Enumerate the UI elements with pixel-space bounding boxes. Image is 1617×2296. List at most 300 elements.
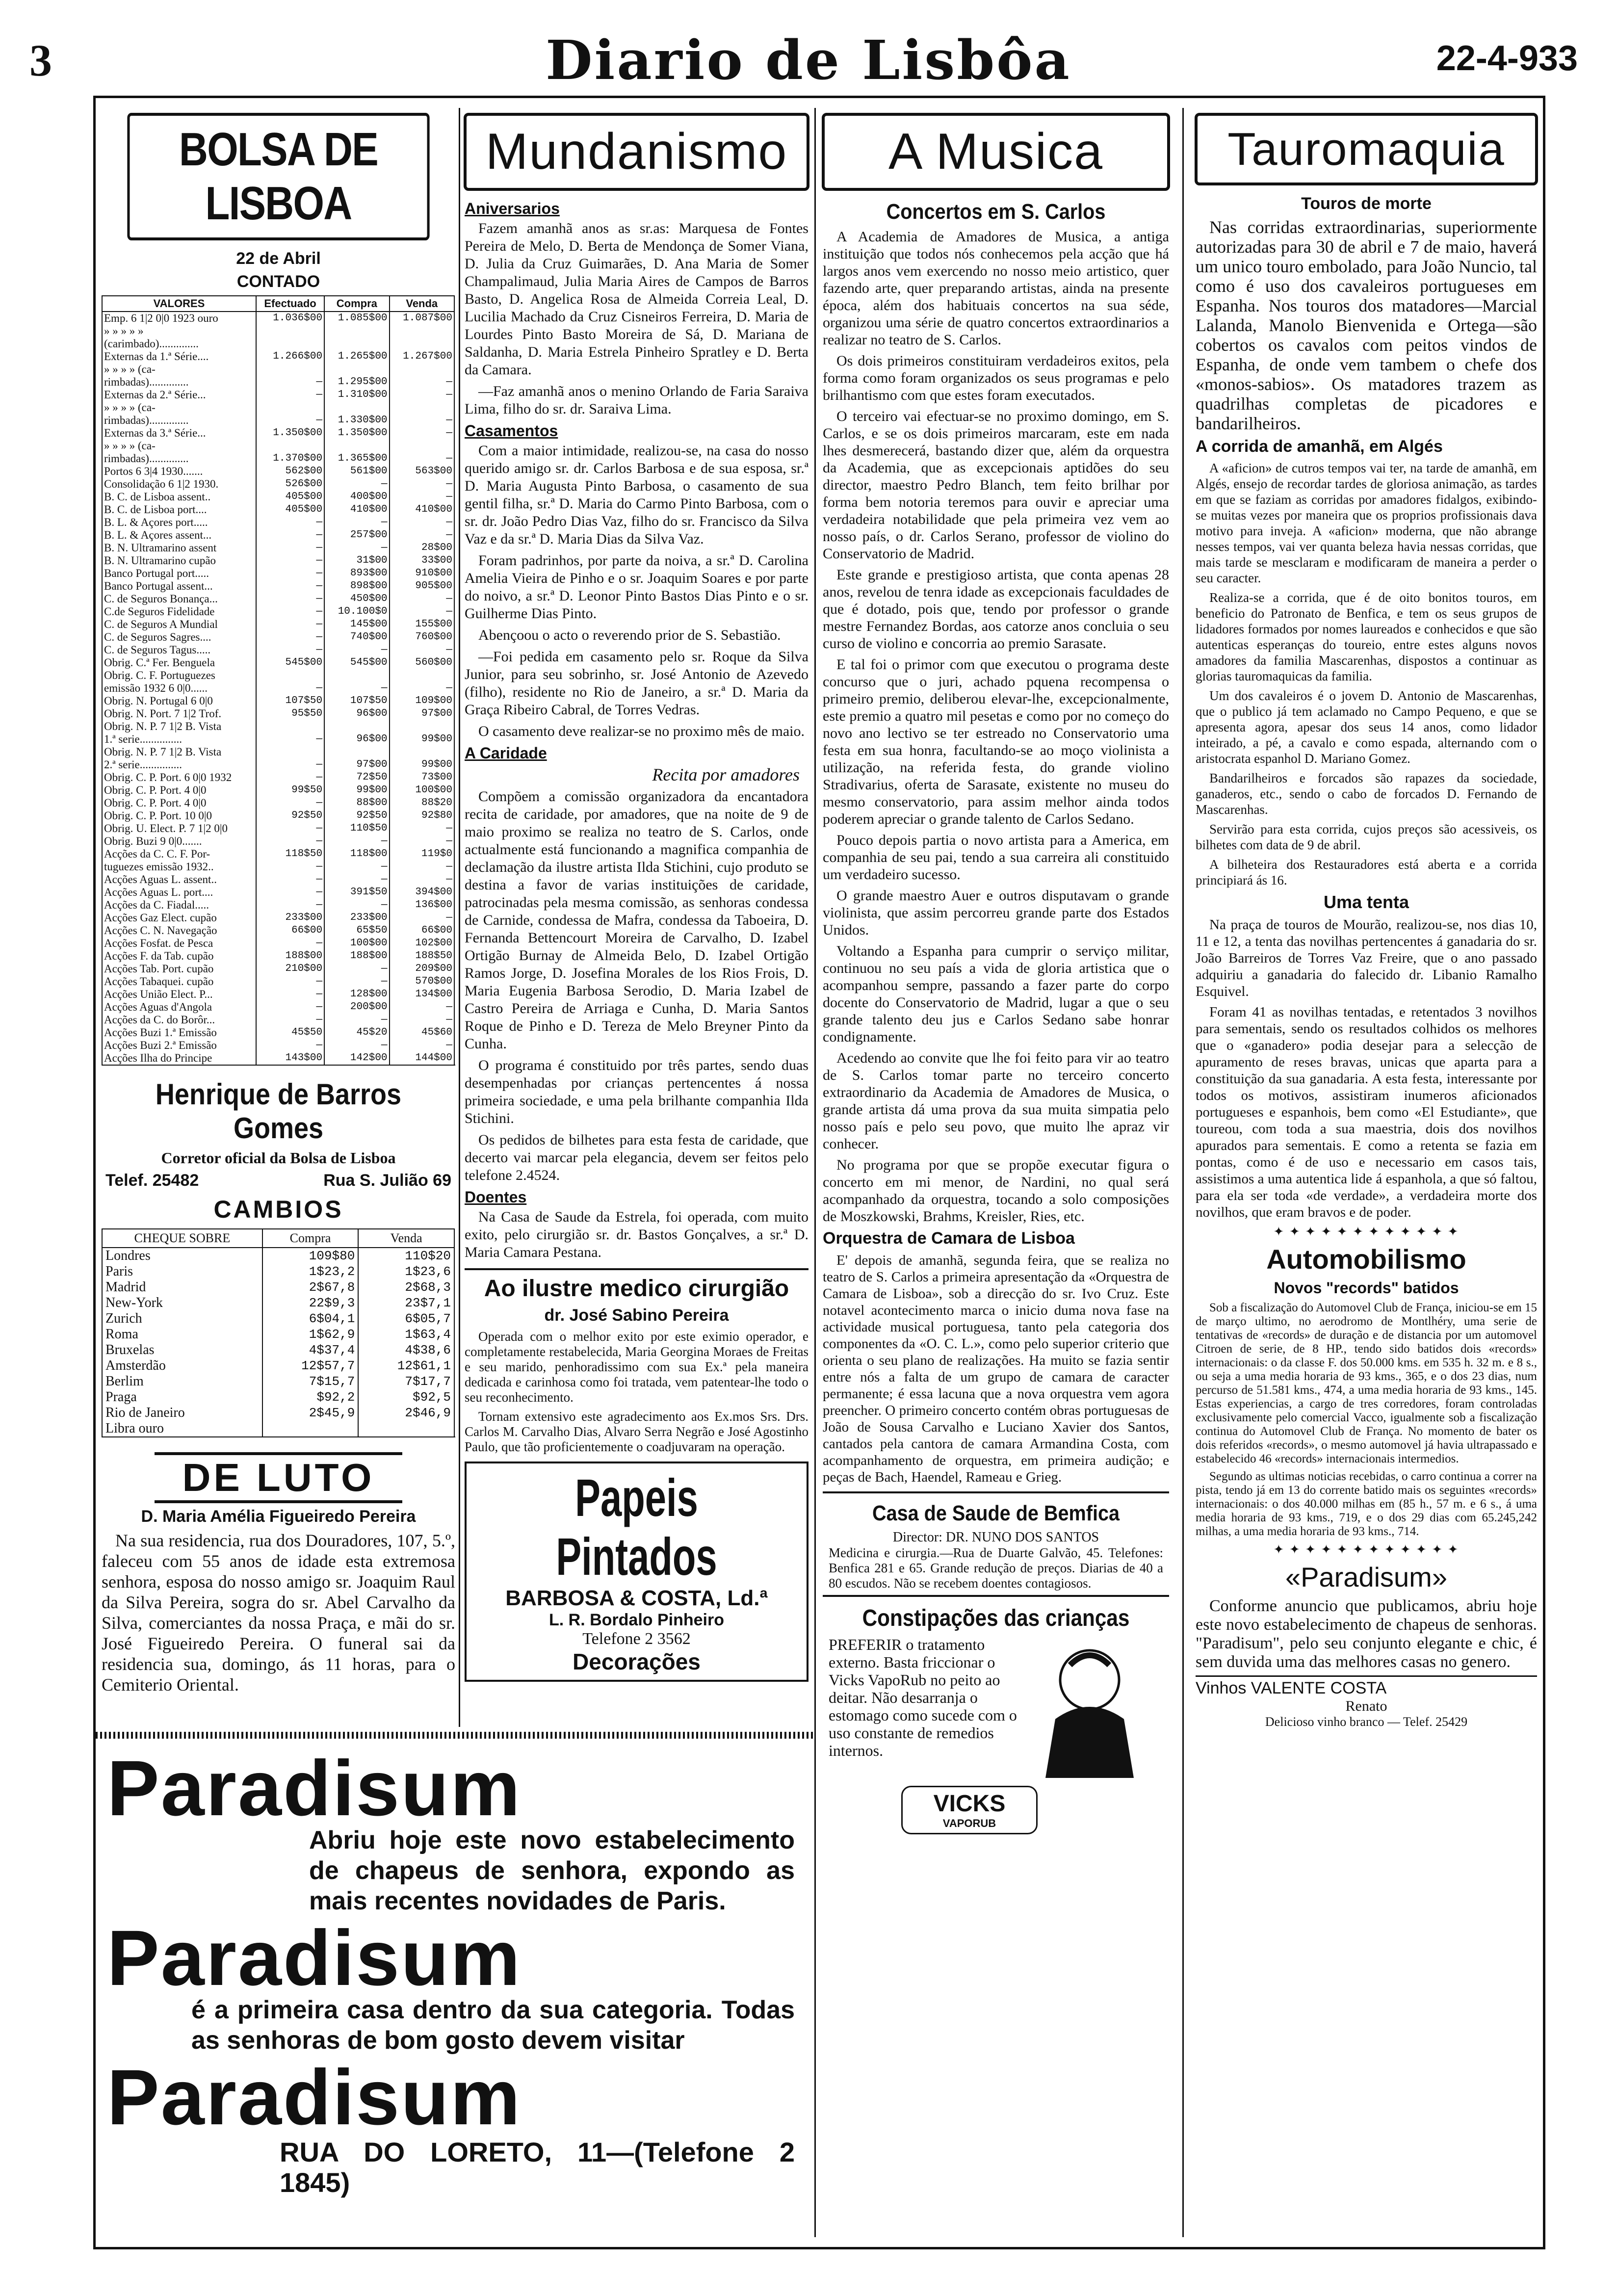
table-row — [102, 937, 454, 950]
price-cell: — — [256, 1001, 324, 1014]
currency-name: Libra ouro — [102, 1421, 262, 1436]
price-cell: 95$50 — [256, 707, 324, 720]
table-row — [102, 618, 454, 631]
rate-cell — [262, 1421, 359, 1436]
broker-name: Henrique de Barros Gomes — [155, 1078, 402, 1145]
price-cell: 72$50 — [324, 771, 389, 784]
security-name: Acções da C. Fiadal..... — [102, 899, 256, 912]
price-cell: 92$80 — [390, 809, 454, 822]
article-paragraph: Um dos cavaleiros é o jovem D. Antonio de Mascarenhas, que o publico já tem aclamado no Campo Pequeno, e que se apresenta agora, apesar dos seus 14 anos, como lidador inteirado, a pé, a cavalo e como espada, alternando com o aristocrata espanhol D. Mariano Gomez. — [1196, 688, 1537, 766]
security-name: C.de Seguros Fidelidade — [102, 605, 256, 618]
price-cell: — — [256, 389, 324, 401]
security-name: 2.ª serie............... — [102, 758, 256, 771]
price-cell — [256, 325, 324, 338]
price-cell: — — [256, 873, 324, 886]
security-name: tuguezes emissão 1932.. — [102, 861, 256, 873]
price-cell: — — [324, 963, 389, 975]
price-cell: — — [256, 376, 324, 389]
table-row — [102, 465, 454, 478]
table-row — [102, 312, 454, 325]
price-cell: 405$00 — [256, 491, 324, 503]
automobilismo-text-2: Segundo as ultimas noticias recebidas, o carro continua a correr na pista, tendo já em 13 do corrente batido mais os seguintes «records» internacionais: o dos 40.000 milhas em (85 h., 57 m. e 6 s., á uma media horaria de 93 kms., 719, e o dos 29 dias com 65.245,242 milhas, a uma media horaria de 93 kms., 714. — [1196, 1470, 1537, 1538]
casamentos-text-5: O casamento deve realizar-se no proximo mês de maio. — [478, 723, 805, 739]
price-cell: 570$00 — [390, 975, 454, 988]
column-header: Compra — [324, 296, 389, 312]
table-row — [102, 912, 454, 924]
newspaper-title: Diario de Lisbôa — [546, 28, 1071, 92]
table-row — [102, 950, 454, 963]
table-row — [102, 338, 454, 350]
rate-cell: $92,2 — [262, 1389, 359, 1405]
table-row — [102, 1405, 454, 1421]
price-cell: — — [390, 427, 454, 440]
price-cell: 118$50 — [256, 848, 324, 861]
price-cell: — — [256, 835, 324, 848]
luto-name: D. Maria Amélia Figueiredo Pereira — [141, 1507, 416, 1526]
price-cell: — — [256, 733, 324, 746]
casa-saude-director: Director: DR. NUNO DOS SANTOS — [892, 1530, 1099, 1545]
article-paragraph: Pouco depois partia o novo artista para a America, em companhia de seu pai, tendo a sua carreira ali constituido um verdadeiro sucesso. — [823, 832, 1169, 883]
security-name: Obrig. U. Elect. P. 7 1|2 0|0 — [102, 822, 256, 835]
security-name: Acções União Elect. P... — [102, 988, 256, 1001]
price-cell: — — [390, 1039, 454, 1052]
broker-phone: Telef. 25482 — [105, 1171, 199, 1190]
rate-cell: 1$23,6 — [358, 1264, 454, 1279]
rate-cell: 7$15,7 — [262, 1374, 359, 1389]
price-cell: — — [390, 605, 454, 618]
table-row — [102, 784, 454, 797]
orquestra-title: Orquestra de Camara de Lisboa — [823, 1229, 1075, 1248]
rate-cell: 4$37,4 — [262, 1342, 359, 1358]
price-cell: — — [324, 899, 389, 912]
table-row — [102, 797, 454, 809]
price-cell: 45$60 — [390, 1026, 454, 1039]
paradisum-text-2: é a primeira casa dentro da sua categoria. Todas as senhoras de bom gosto devem visitar — [191, 1996, 795, 2055]
price-cell: 545$00 — [256, 656, 324, 669]
doentes-title: Doentes — [465, 1188, 527, 1206]
price-cell: 96$00 — [324, 733, 389, 746]
table-row — [102, 440, 454, 452]
table-row — [102, 1026, 454, 1039]
price-cell: 66$00 — [256, 924, 324, 937]
price-cell: — — [390, 1014, 454, 1026]
vicks-logo-sub: VAPORUB — [942, 1817, 996, 1829]
cambios-table — [102, 1228, 455, 1436]
security-name: rimbadas).............. — [102, 414, 256, 427]
rate-cell: 4$38,6 — [358, 1342, 454, 1358]
rate-cell: 6$04,1 — [262, 1311, 359, 1327]
price-cell: — — [324, 873, 389, 886]
paradisum-word-3: Paradisum — [107, 2053, 522, 2141]
price-cell: 99$00 — [390, 758, 454, 771]
price-cell: — — [324, 478, 389, 491]
security-name: Obrig. Buzi 9 0|0....... — [102, 835, 256, 848]
casa-saude-heading: Casa de Saude de Bemfica — [872, 1501, 1120, 1525]
price-cell: 1.350$00 — [324, 427, 389, 440]
papeis-pintados-ad — [465, 1461, 808, 1682]
bolsa-heading: BOLSA DE LISBOA — [127, 113, 429, 240]
table-row — [102, 516, 454, 529]
price-cell: 1.330$00 — [324, 414, 389, 427]
currency-name: Londres — [102, 1248, 262, 1264]
price-cell: 100$00 — [324, 937, 389, 950]
paradisum-text-1: Abriu hoje este novo estabelecimento de chapeus de senhora, expondo as mais recentes novidades de Paris. — [309, 1826, 795, 1915]
price-cell: 136$00 — [390, 899, 454, 912]
concertos-title: Concertos em S. Carlos — [886, 200, 1106, 224]
price-cell: — — [390, 682, 454, 695]
table-row — [102, 707, 454, 720]
currency-name: Amsterdão — [102, 1358, 262, 1374]
price-cell: 1.265$00 — [324, 350, 389, 363]
price-cell: 562$00 — [256, 465, 324, 478]
table-row — [102, 542, 454, 554]
price-cell: — — [256, 580, 324, 593]
table-row — [102, 873, 454, 886]
security-name: Obrig. C. P. Port. 10 0|0 — [102, 809, 256, 822]
price-cell: 109$00 — [390, 695, 454, 707]
price-cell: — — [256, 529, 324, 542]
article-paragraph: E tal foi o primor com que executou o programa deste concurso que o juri, achado pquena recompensa o primeiro premio, deliberou elevar-lhe, excepcionalmente, este premio a quatro mil pesetas e como por no começo do novo ano lectivo se ter estreado no Conservatorio uma festa em sua honra, facultando-se ao moço violinista a utilização, na referida festa, do grande violino Stradivarius, oferta de Sarasate, existente no museu do mesmo conservatorio, para assim melhor ainda todos poderem apreciar o grande talento de Carlos Sedano. — [823, 656, 1169, 827]
touros-text: Nas corridas extraordinarias, superiormente autorizadas para 30 de abril e 7 de maio, haverá um unico touro embolado, para João Nuncio, tal como é uso dos cavaleiros portugueses em Espanha. Nos touros dos matadores—Marcial Lalanda, Manolo Bienvenida e Ortega—são cobertos os cavalos com peitos vindos de Espanha, de onde vem tambem o chefe dos «monos-sabios». Os matadores trazem as quadrilhas completas de picadores e bandarilheiros. — [1196, 217, 1537, 433]
table-row — [102, 1311, 454, 1327]
price-cell: — — [256, 1014, 324, 1026]
price-cell: 188$00 — [324, 950, 389, 963]
article-paragraph: No programa por que se propõe executar figura o concerto em mi menor, de Nardini, no qual será acompanhado da orquestra, tocando a solo composições de Moszkowski, Brahms, Kreisler, Ries, etc. — [823, 1157, 1169, 1225]
price-cell: — — [324, 542, 389, 554]
aniversarios-title: Aniversarios — [465, 200, 560, 217]
price-cell: — — [256, 682, 324, 695]
column-header: Venda — [390, 296, 454, 312]
price-cell — [256, 338, 324, 350]
security-name: emissão 1932 6 0|0...... — [102, 682, 256, 695]
caridade-text: Compõem a comissão organizadora da encantadora recita de caridade, por amadores, que na noite de 9 de maio proximo se realiza no teatro de S. Carlos, onde actualmente está funcionando a magnifica companhia de declamação da ilustre artista Ilda Stichini, cujo produto se destina a favor de varias instituições de caridade, patrocinadas pela mesma comissão, as senhoras condessa de Carnide, condessa de Mafra, condessa da Taboeira, D. Fernanda Bettencourt Moreira de Carvalho, D. Izabel Ortigão Burnay de Almeida Belo, D. Izabel Ortigão Ramos Jorge, D. Josefina Morales de los Rios Frois, D. Maria Eugenia Barbosa Serodio, D. Maria Izabel de Castro Pereira de Arriaga e Cunha, D. Maria Santos Roque de Pinho e D. Tereza de Melo Breyner Pinto da Cunha. — [465, 788, 808, 1052]
tauromaquia-heading: Tauromaquia — [1195, 113, 1538, 185]
bolsa-column — [96, 113, 461, 1742]
paradisum-address: RUA DO LORETO, 11—(Telefone 2 1845) — [280, 2137, 795, 2198]
medico-text: Operada com o melhor exito por este eximio operador, e completamente restabelecida, Maria Georgina Moraes de Freitas e seu marido, penhoradissimo com sua Ex.ª pela maneira dedicada e carinhosa como foi tratada, vem patentear-lhe todo o seu reconhecimento. — [465, 1329, 808, 1405]
vinhos-line-1: Vinhos VALENTE COSTA — [1196, 1679, 1387, 1697]
table-row — [102, 656, 454, 669]
automobilismo-text: Sob a fiscalização do Automovel Club de França, iniciou-se em 15 de março ultimo, no aerodromo de Montlhéry, uma serie de tentativas de «records» de duração e de distancia por um automovel Citroen de serie, de 8 HP., tendo sido batidos dois «records» internacionais: o da classe F. dos 50.000 kms. em 535 h. 32 m. e 8 s., ou seja a uma media horaria de 93 kms., 365, e o dos 23 dias, num percurso de 51.581 kms., 474, a uma media horaria de 93 kms., 145. Estas experiencias, a cargo de tres corredores, foram controladas exclusivamente pelo comercial Vacco, igualmente sob a fiscalização continua do Automovel Club de França. No momento de bater os dois referidos «records», o mesmo automovel já havia ultrapassado e estabelecido 46 «records» internacionais intermedios. — [1196, 1301, 1537, 1465]
doentes-text: Na Casa de Saude da Estrela, foi operada, com muito exito, pelo cirurgião sr. dr. Bastos Gonçalves, a sr.ª D. Maria Camara Pestana. — [465, 1209, 808, 1260]
mundanismo-column — [459, 113, 814, 1742]
security-name: Obrig. N. Portugal 6 0|0 — [102, 695, 256, 707]
price-cell: 561$00 — [324, 465, 389, 478]
price-cell: 563$00 — [390, 465, 454, 478]
rate-cell — [358, 1421, 454, 1436]
price-cell: — — [256, 822, 324, 835]
price-cell: 257$00 — [324, 529, 389, 542]
price-cell: 143$00 — [256, 1052, 324, 1065]
table-row — [102, 835, 454, 848]
price-cell — [390, 669, 454, 682]
price-cell: 65$50 — [324, 924, 389, 937]
casamentos-text-4: —Foi pedida em casamento pelo sr. Roque da Silva Junior, para seu sobrinho, sr. José Antonio de Azevedo (filho), residente no Rio de Janeiro, a sr.ª D. Maria da Graça Ribeiro Cabral, de Torres Vedras. — [465, 649, 808, 718]
table-row — [102, 644, 454, 656]
article-paragraph: Servirão para esta corrida, cujos preços são acessiveis, os bilhetes com data de 9 de abril. — [1196, 822, 1537, 852]
table-row — [102, 695, 454, 707]
price-cell: — — [324, 516, 389, 529]
price-cell: 99$50 — [256, 784, 324, 797]
rate-cell: 2$46,9 — [358, 1405, 454, 1421]
security-name: Banco Portugal port..... — [102, 567, 256, 580]
issue-date: 22-4-933 — [1436, 39, 1578, 78]
security-name: Acções Fosfat. de Pesca — [102, 937, 256, 950]
security-name: » » » » (ca- — [102, 363, 256, 376]
price-cell — [390, 746, 454, 758]
price-cell — [256, 720, 324, 733]
price-cell: — — [256, 771, 324, 784]
table-row — [102, 1264, 454, 1279]
table-row — [102, 593, 454, 605]
price-cell — [256, 669, 324, 682]
price-cell: — — [324, 644, 389, 656]
table-row — [102, 720, 454, 733]
price-cell: 910$00 — [390, 567, 454, 580]
price-cell: 155$00 — [390, 618, 454, 631]
table-row — [102, 503, 454, 516]
price-cell: 45$20 — [324, 1026, 389, 1039]
table-row — [102, 631, 454, 644]
tauromaquia-column — [1190, 113, 1543, 2237]
broker-address: Rua S. Julião 69 — [323, 1171, 451, 1190]
price-cell: 560$00 — [390, 656, 454, 669]
price-cell: 97$00 — [390, 707, 454, 720]
price-cell: — — [324, 682, 389, 695]
medico-heading: Ao ilustre medico cirurgião — [465, 1268, 808, 1302]
security-name: Acções da C. do Borôr... — [102, 1014, 256, 1026]
price-cell: 110$50 — [324, 822, 389, 835]
article-paragraph: O terceiro vai efectuar-se no proximo domingo, em S. Carlos, e se os dois primeiros marcaram, este em nada lhes desmerecerá, bastando dizer que, além da orquestra da Academia, que as excepcionais aptidões do seu director, maestro Pedro Blanch, tem feito brilhar por forma bem notoria teremos para ouvir e apreciar uma verdadeira notabilidade que pela primeira vez vem ao nosso país, o dr. Carlos Serano, professor de violino do Conservatorio de Madrid. — [823, 408, 1169, 562]
security-name: Consolidação 6 1|2 1930. — [102, 478, 256, 491]
rate-cell: 2$45,9 — [262, 1405, 359, 1421]
table-row — [102, 1374, 454, 1389]
price-cell — [324, 363, 389, 376]
price-cell: — — [256, 516, 324, 529]
security-name: Obrig. C.ª Fer. Benguela — [102, 656, 256, 669]
price-cell: 10.100$0 — [324, 605, 389, 618]
price-cell: 405$00 — [256, 503, 324, 516]
security-name: C. de Seguros A Mundial — [102, 618, 256, 631]
medico-name: dr. José Sabino Pereira — [544, 1306, 729, 1325]
rate-cell: 110$20 — [358, 1248, 454, 1264]
price-cell: — — [324, 1039, 389, 1052]
price-cell: — — [390, 822, 454, 835]
price-cell: — — [324, 835, 389, 848]
table-row — [102, 848, 454, 861]
price-cell — [390, 325, 454, 338]
security-name: Obrig. C. P. Port. 4 0|0 — [102, 784, 256, 797]
price-cell: 545$00 — [324, 656, 389, 669]
table-row — [102, 682, 454, 695]
column-header: Compra — [262, 1229, 359, 1248]
price-cell: — — [390, 861, 454, 873]
price-cell: — — [390, 644, 454, 656]
security-name: Obrig. N. P. 7 1|2 B. Vista — [102, 720, 256, 733]
price-cell: 200$00 — [324, 1001, 389, 1014]
price-cell: — — [390, 1001, 454, 1014]
paradisum-word-1: Paradisum — [107, 1744, 522, 1832]
price-cell: 400$00 — [324, 491, 389, 503]
mundanismo-heading: Mundanismo — [464, 113, 809, 191]
broker-subtitle: Corretor oficial da Bolsa de Lisboa — [161, 1149, 396, 1167]
price-cell: 893$00 — [324, 567, 389, 580]
price-cell: — — [256, 414, 324, 427]
price-cell: — — [390, 478, 454, 491]
price-cell: — — [390, 389, 454, 401]
table-row — [102, 1279, 454, 1295]
child-illustration-icon — [1026, 1636, 1153, 1783]
table-row — [102, 1358, 454, 1374]
price-cell: — — [256, 937, 324, 950]
currency-name: Madrid — [102, 1279, 262, 1295]
security-name: (carimbado).............. — [102, 338, 256, 350]
price-cell: — — [256, 797, 324, 809]
table-row — [102, 822, 454, 835]
price-cell: 210$00 — [256, 963, 324, 975]
security-name: Acções da C. C. F. Por- — [102, 848, 256, 861]
table-row — [102, 1342, 454, 1358]
price-cell: 1.087$00 — [390, 312, 454, 325]
table-row — [102, 1248, 454, 1264]
rate-cell: 22$9,3 — [262, 1295, 359, 1311]
price-cell: 134$00 — [390, 988, 454, 1001]
article-paragraph: E' depois de amanhã, segunda feira, que se realiza no teatro de S. Carlos a primeira apresentação da «Orquestra de Camara de Lisboa», sob a direcção do sr. Ivo Cruz. Este notavel acontecimento marca o inicio duma nova fase na actividade musical portuguesa, tanto pela categoria dos componentes da «O. C. L.», como pelo superior criterio que orienta o seu plano de realizações. Ha muito se fazia sentir entre nós a falta de um grupo de camara de caracter permanente; é essa lacuna que a nova orquestra vem agora preencher. O primeiro concerto contém obras portuguesas de João de Sousa Carvalho e Luciano Xavier dos Santos, cantados pela cantora de camara Armandina Costa, com acompanhamento de orquestra, em primeira audição; e peças de Bach, Haendel, Rameau e Grieg. — [823, 1252, 1169, 1485]
table-row — [102, 401, 454, 414]
vinhos-line-3: Delicioso vinho branco — Telef. 25429 — [1265, 1715, 1468, 1729]
price-cell — [256, 746, 324, 758]
table-row — [102, 580, 454, 593]
security-name: Obrig. C. P. Port. 6 0|0 1932 — [102, 771, 256, 784]
price-cell: 33$00 — [390, 554, 454, 567]
bolsa-table — [102, 295, 455, 1065]
paradisum-word-2: Paradisum — [107, 1914, 522, 2002]
price-cell: — — [256, 886, 324, 899]
casamentos-text-3: Abençoou o acto o reverendo prior de S. Sebastião. — [478, 627, 781, 643]
luto-heading: DE LUTO — [155, 1452, 402, 1503]
article-paragraph: Voltando a Espanha para cumprir o serviço militar, continuou no seu país a vida de gloria artistica que o acompanhou sempre, passando a fazer parte do corpo docente do Conservatorio de Madrid, lugar a que o seu grande talento deu jus e Carlos Sedano sabe honrar condignamente. — [823, 943, 1169, 1045]
price-cell: 1.036$00 — [256, 312, 324, 325]
security-name: 1.ª serie............... — [102, 733, 256, 746]
security-name: Obrig. C. P. Port. 4 0|0 — [102, 797, 256, 809]
article-paragraph: Na praça de touros de Mourão, realizou-se, nos dias 10, 11 e 12, a tenta das novilhas pertencentes á ganadaria do sr. João Barreiros de Torres Vaz Freire, que o ano passado adquiriu a ganadaria do falecido dr. Libanio Ramalho Esquivel. — [1196, 917, 1537, 999]
table-row — [102, 1052, 454, 1065]
price-cell: — — [390, 452, 454, 465]
touros-title: Touros de morte — [1301, 194, 1432, 213]
price-cell: 740$00 — [324, 631, 389, 644]
vicks-logo — [901, 1786, 1038, 1834]
paradisum-notice-heading: «Paradisum» — [1285, 1562, 1447, 1592]
price-cell: 905$00 — [390, 580, 454, 593]
rate-cell: 7$17,7 — [358, 1374, 454, 1389]
price-cell — [256, 363, 324, 376]
price-cell: 233$00 — [324, 912, 389, 924]
price-cell: 142$00 — [324, 1052, 389, 1065]
bolsa-subtitle: CONTADO — [236, 272, 320, 291]
hatch-rule — [96, 1732, 814, 1739]
price-cell: 100$00 — [390, 784, 454, 797]
price-cell: — — [256, 567, 324, 580]
article-paragraph: Este grande e prestigioso artista, que conta apenas 28 anos, revelou de tenra idade as excepcionais faculdades de que é dotado, pois que, tendo por professor o grande mestre Fernandez Bordas, aos catorze anos concluia o seu curso de violino e concorria ao premio Sarasate. — [823, 567, 1169, 652]
rate-cell: 2$67,8 — [262, 1279, 359, 1295]
caridade-text-3: Os pedidos de bilhetes para esta festa de caridade, que decerto vai marcar pela elegancia, devem ser feitos pelo telefone 2.4524. — [465, 1132, 808, 1183]
paradisum-notice-text: Conforme anuncio que publicamos, abriu hoje este novo estabelecimento de chapeus de senhoras. "Paradisum", pelo seu conjunto elegante e chic, é sem duvida uma das melhores casas no genero. — [1196, 1597, 1537, 1671]
table-row — [102, 427, 454, 440]
table-row — [102, 963, 454, 975]
price-cell: — — [256, 605, 324, 618]
price-cell: 88$00 — [324, 797, 389, 809]
automobilismo-subtitle: Novos "records" batidos — [1274, 1279, 1459, 1297]
price-cell — [390, 363, 454, 376]
casamentos-text-2: Foram padrinhos, por parte da noiva, a sr.ª D. Carolina Amelia Vieira de Pinho e o sr. Joaquim Soares e por parte do noivo, a sr.ª D. Leonor Pinto Bastos Dias Pinto e o sr. Guilherme Dias Pinto. — [465, 552, 808, 622]
musica-column — [817, 113, 1175, 2237]
ornament-divider: ✦ ✦ ✦ ✦ ✦ ✦ ✦ ✦ ✦ ✦ ✦ ✦ — [1273, 1542, 1460, 1557]
price-cell: 391$50 — [324, 886, 389, 899]
column-header: Efectuado — [256, 296, 324, 312]
security-name: Acções Tab. Port. cupão — [102, 963, 256, 975]
price-cell — [324, 669, 389, 682]
security-name: Acções Gaz Elect. cupão — [102, 912, 256, 924]
table-row — [102, 886, 454, 899]
table-row — [102, 809, 454, 822]
price-cell: 73$00 — [390, 771, 454, 784]
security-name: Acções Buzi 1.ª Emissão — [102, 1026, 256, 1039]
security-name: Externas da 1.ª Série.... — [102, 350, 256, 363]
table-row — [102, 350, 454, 363]
price-cell: — — [256, 542, 324, 554]
security-name: rimbadas).............. — [102, 452, 256, 465]
papeis-phone: Telefone 2 3562 — [582, 1630, 691, 1648]
currency-name: Rio de Janeiro — [102, 1405, 262, 1421]
security-name: Obrig. C. F. Portuguezes — [102, 669, 256, 682]
price-cell: 188$00 — [256, 950, 324, 963]
price-cell: 96$00 — [324, 707, 389, 720]
price-cell: 92$50 — [324, 809, 389, 822]
price-cell — [390, 338, 454, 350]
column-header: CHEQUE SOBRE — [102, 1229, 262, 1248]
caridade-subtitle: Recita por amadores — [652, 765, 800, 784]
price-cell: — — [256, 554, 324, 567]
security-name: C. de Seguros Bonança... — [102, 593, 256, 605]
table-row — [102, 567, 454, 580]
article-paragraph: Acedendo ao convite que lhe foi feito para vir ao teatro de S. Carlos tomar parte no terceiro concerto extraordinario da Academia de Amadores de Musica, o grande artista dá uma prova da sua muita simpatia pelo nosso país e pelo seu povo, que muito lhe apraz vir conhecer. — [823, 1050, 1169, 1152]
security-name: B. C. de Lisboa port.... — [102, 503, 256, 516]
price-cell: 1.350$00 — [256, 427, 324, 440]
article-paragraph: Os dois primeiros constituiram verdadeiros exitos, pela forma como foram organizados os seus programas e pelo brilhantismo com que estes foram executados. — [823, 353, 1169, 403]
caridade-title: A Caridade — [465, 744, 547, 762]
price-cell: 107$50 — [324, 695, 389, 707]
price-cell: 107$50 — [256, 695, 324, 707]
price-cell — [256, 440, 324, 452]
price-cell: 118$00 — [324, 848, 389, 861]
column-rule — [814, 108, 816, 2237]
security-name: Portos 6 3|4 1930....... — [102, 465, 256, 478]
currency-name: Paris — [102, 1264, 262, 1279]
casamentos-title: Casamentos — [465, 422, 558, 440]
security-name: Obrig. N. Port. 7 1|2 Trof. — [102, 707, 256, 720]
price-cell — [324, 440, 389, 452]
price-cell: 526$00 — [256, 478, 324, 491]
price-cell: — — [390, 835, 454, 848]
price-cell: 233$00 — [256, 912, 324, 924]
vicks-logo-text: VICKS — [933, 1791, 1006, 1817]
price-cell: — — [256, 988, 324, 1001]
price-cell: — — [256, 1039, 324, 1052]
papeis-footer: Decorações — [573, 1649, 701, 1674]
rate-cell: 1$63,4 — [358, 1327, 454, 1342]
table-row — [102, 746, 454, 758]
casamentos-text: Com a maior intimidade, realizou-se, na casa do nosso querido amigo sr. dr. Carlos Barbosa e de sua esposa, sr.ª D. Maria Augusta Pinto Barbosa, o casamento de sua gentil filha, sr.ª D. Maria do Carmo Pinto Barbosa, com o sr. dr. João Pedro Dias Vaz, filho do sr. Francisco da Silva Vaz e da sr.ª D. Maria Dias da Silva Vaz. — [465, 443, 808, 547]
